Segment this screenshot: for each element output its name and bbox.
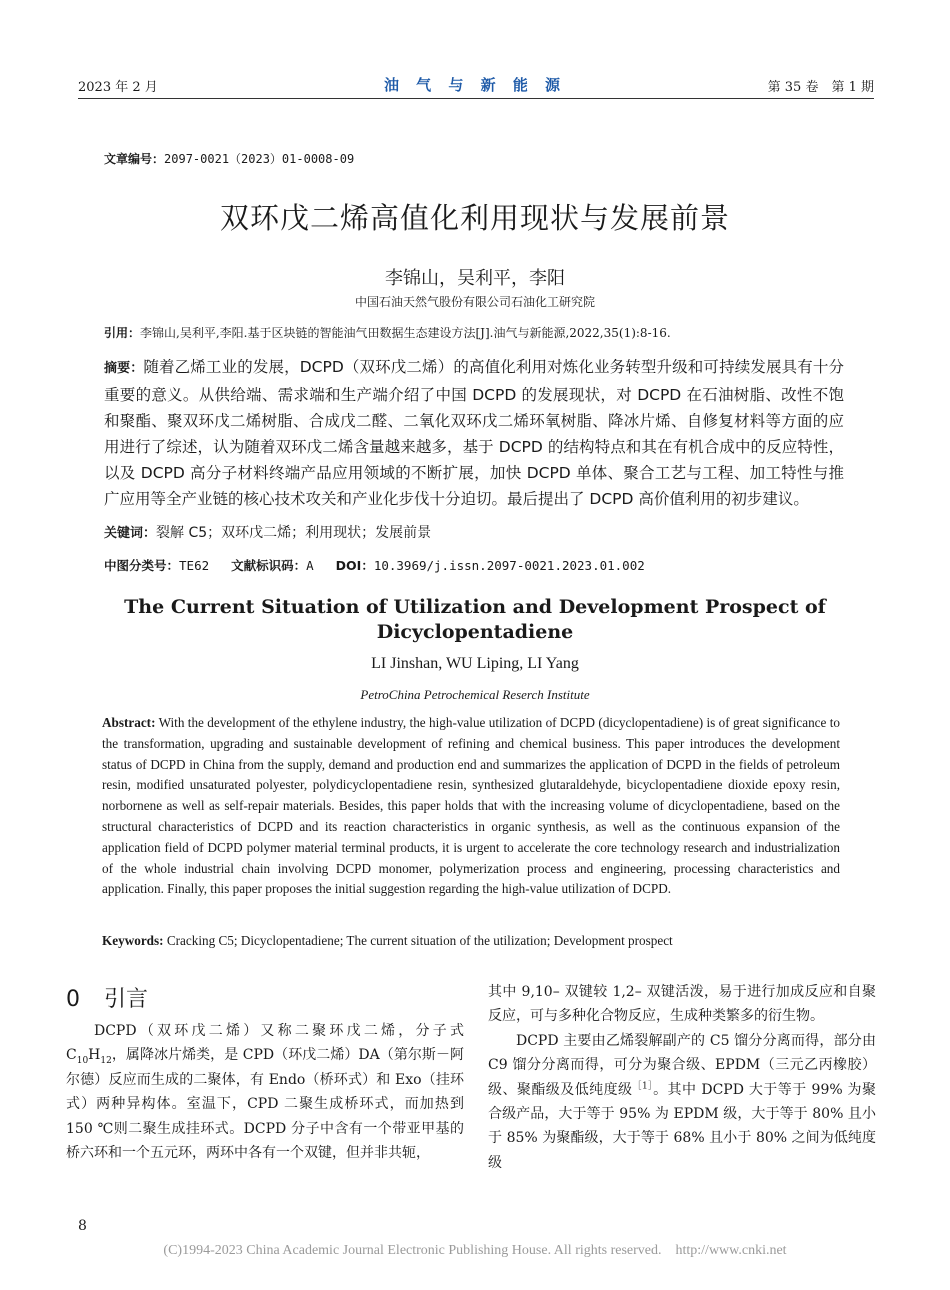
section-heading <box>66 982 148 1013</box>
header-issue: 第 35 卷 第 1 期 <box>767 80 874 95</box>
body-paragraph: 其中 9,10– 双键较 1,2– 双键活泼，易于进行加成反应和自聚反应，可与多种化合物反应，生成种类繁多的衍生物。 <box>488 984 876 1025</box>
citation <box>104 324 671 341</box>
en-title <box>0 595 950 645</box>
body-text: H <box>88 1047 101 1064</box>
header-rule <box>78 98 874 99</box>
en-abstract-label: Abstract: <box>102 715 156 730</box>
citation-text: 李锦山,吴利平,李阳.基于区块链的智能油气田数据生态建设方法[J].油气与新能源,2022,35(1):8-16. <box>140 326 671 340</box>
abstract-cn-text: 随着乙烯工业的发展，DCPD（双环戊二烯）的高值化利用对炼化业务转型升级和可持续发展具有十分重要的意义。从供给端、需求端和生产端介绍了中国 DCPD 的发展现状，对 DCPD 在石油树脂、改性不饱和聚酯、聚双环戊二烯树脂、合成戊二醛、二氧化双环戊二烯环氧树脂、降冰片烯、自修复材料等方面的应用进行了综述，认为随着双环戊二烯含量越来越多，基于 DCPD 的结构特点和其在有机合成中的反应特性，以及 DCPD 高分子材料终端产品应用领域的不断扩展，加快 DCPD 单体、聚合工艺与工程、加工特性与推广应用等全产业链的核心技术攻关和产业化步伐十分迫切。最后提出了 DCPD 高价值利用的初步建议。 <box>104 358 844 508</box>
body-column-right <box>488 980 876 1175</box>
en-affiliation: PetroChina Petrochemical Reserch Institute <box>360 687 590 702</box>
copyright-footer: (C)1994-2023 China Academic Journal Electronic Publishing House. All rights reserved. http://www.cnki.net <box>163 1243 787 1258</box>
en-title-line1: The Current Situation of Utilization and Development Prospect of <box>124 596 826 618</box>
body-text: DCPD（双环戊二烯）又称二聚环戊二烯，分子式 C <box>66 1023 464 1064</box>
en-title-line2: Dicyclopentadiene <box>376 621 574 643</box>
header-journal-name: 油 气 与 新 能 源 <box>383 76 567 94</box>
clc-value: TE62 <box>179 558 210 573</box>
doc-code-value: A <box>306 558 314 573</box>
body-paragraph <box>488 1029 876 1175</box>
subscript: 12 <box>100 1056 112 1067</box>
paper-affiliation: 中国石油天然气股份有限公司石油化工研究院 <box>354 295 595 309</box>
reference-marker[interactable]: ［1］ <box>632 1080 654 1091</box>
article-number-value: 2097-0021（2023）01-0008-09 <box>164 152 355 166</box>
en-keywords <box>102 933 673 949</box>
paper-authors: 李锦山，吴利平，李阳 <box>385 268 565 289</box>
doi-value: 10.3969/j.issn.2097-0021.2023.01.002 <box>373 558 645 573</box>
citation-label: 引用： <box>104 326 141 340</box>
en-authors: LI Jinshan, WU Liping, LI Yang <box>371 655 579 672</box>
section-number: 0 <box>66 987 80 1012</box>
subscript: 10 <box>76 1056 89 1067</box>
body-text: DCPD 主要由乙烯裂解副产的 C5 馏分分离而得，部分由 C9 馏分分离而得，可分为聚合级、EPDM（三元乙丙橡胶）级、聚酯级及低纯度级 <box>488 1032 876 1098</box>
page-number: 8 <box>78 1218 87 1234</box>
body-paragraph <box>66 1019 464 1165</box>
paper-title: 双环戊二烯高值化利用现状与发展前景 <box>219 201 730 235</box>
en-abstract <box>102 713 840 900</box>
body-text: ，属降冰片烯类，是 CPD（环戊二烯）DA（第尔斯－阿尔德）反应而生成的二聚体，有 Endo（桥环式）和 Exo（挂环式）两种异构体。室温下，CPD 二聚生成桥环式，而加热到 150 ℃则二聚生成挂环式。DCPD 分子中含有一个带亚甲基的桥六环和一个五元环，两环中各有一个双键，但并非共轭， <box>66 1047 464 1162</box>
clc-label: 中图分类号： <box>104 558 180 573</box>
en-keywords-text: Cracking C5; Dicyclopentadiene; The current situation of the utilization; Development prospect <box>166 933 673 948</box>
keywords-cn-text: 裂解 C5；双环戊二烯；利用现状；发展前景 <box>156 525 432 541</box>
en-keywords-label: Keywords: <box>102 933 164 948</box>
keywords-cn-label: 关键词： <box>104 526 157 541</box>
doi-label: DOI： <box>335 558 374 573</box>
article-number-label: 文章编号： <box>104 152 165 166</box>
classification-row <box>104 556 645 574</box>
en-abstract-text: With the development of the ethylene industry, the high-value utilization of DCPD (dicyclopentadiene) is of great significance to the transformation, upgrading and sustainable development of refining and chemical business. This paper introduces the development status of DCPD in China from the supply, demand and production end and summarizes the application of DCPD in the fields of petroleum resin, modified unsaturated polyester, polydicyclopentadiene resin, synthesized glutaraldehyde, bicyclopentadiene dioxide epoxy resin, norbornene as well as self-repair materials. Besides, this paper holds that with the increasing volume of dicyclopentadiene, based on the structural characteristics of DCPD and its reaction characteristics in organic synthesis, as well as the continuous expansion of the application field of DCPD polymer material terminal products, it is urgent to accelerate the core technology research and industrialization of the whole industrial chain involving DCPD monomer, polymerization process and engineering, processing characteristics and application. Finally, this paper proposes the initial suggestion regarding the high-value utilization of DCPD. <box>102 715 840 897</box>
body-text: 。其中 DCPD 大于等于 99% 为聚合级产品，大于等于 95% 为 EPDM 级，大于等于 80% 且小于 85% 为聚酯级，大于等于 68% 且小于 80% 之间为低纯度级 <box>488 1081 876 1171</box>
header-date: 2023 年 2 月 <box>78 80 158 95</box>
section-title: 引言 <box>104 987 149 1012</box>
article-number <box>104 150 354 167</box>
keywords-cn <box>104 522 431 542</box>
abstract-cn <box>104 354 844 512</box>
doc-code-label: 文献标识码： <box>231 558 307 573</box>
abstract-cn-label: 摘要： <box>104 361 144 376</box>
body-column-left <box>66 1019 464 1165</box>
